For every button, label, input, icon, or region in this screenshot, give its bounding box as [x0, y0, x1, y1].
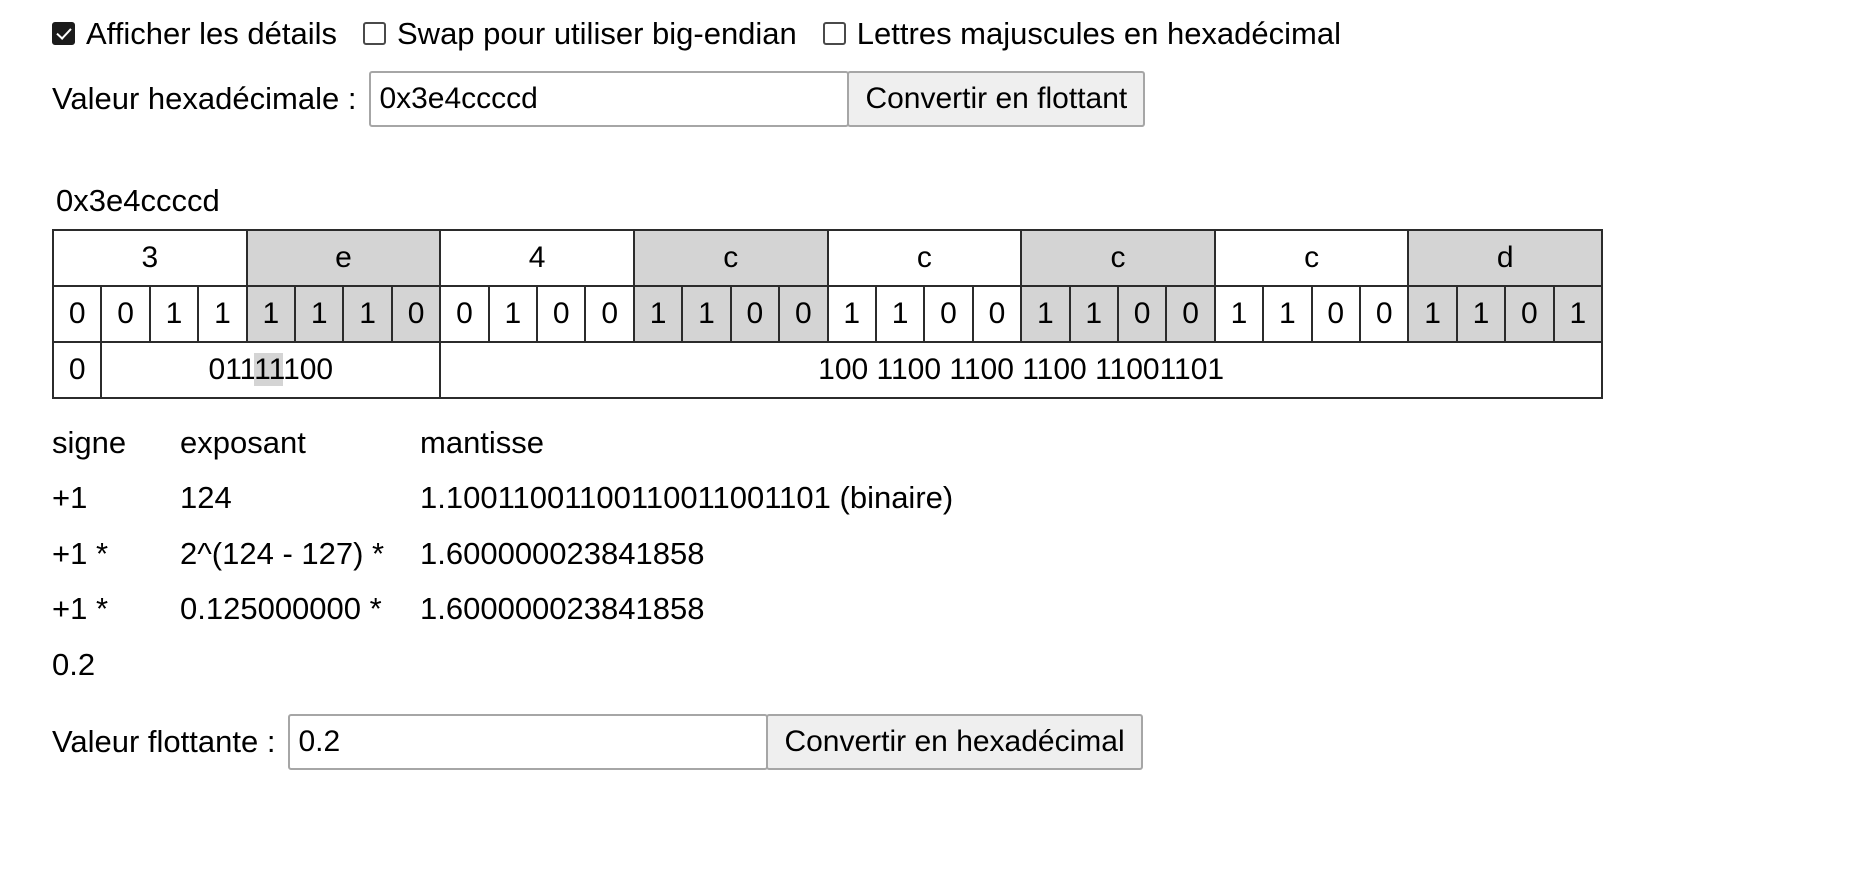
field-row	[53, 342, 1602, 398]
mantissa-field-cell: 100 1100 1100 1100 11001101	[440, 342, 1602, 398]
exponent-value-2: 2^(124 - 127) *	[180, 535, 385, 571]
exponent-prefix: 011	[208, 353, 255, 386]
convert-to-float-button[interactable]: Convertir en flottant	[847, 71, 1145, 127]
bit-row	[53, 286, 1602, 342]
bit-cell: 0	[392, 286, 440, 342]
float-input[interactable]	[288, 714, 768, 770]
uppercase-hex-label: Lettres majuscules en hexadécimal	[856, 16, 1341, 51]
exponent-value-1: 124	[180, 480, 232, 516]
bit-cell: 1	[1554, 286, 1602, 342]
bit-breakdown-table	[52, 229, 1603, 399]
nibble-cell: 3	[53, 230, 247, 286]
mantissa-value-1: 1.10011001100110011001101 (binaire)	[420, 480, 954, 516]
exponent-field-cell	[101, 342, 440, 398]
sign-value-2: +1 *	[52, 535, 109, 571]
bit-cell: 1	[1263, 286, 1311, 342]
sign-field-cell: 0	[53, 342, 101, 398]
bit-cell: 0	[440, 286, 488, 342]
swap-endian-checkbox[interactable]	[363, 22, 386, 45]
hex-input-label: Valeur hexadécimale :	[52, 81, 357, 116]
nibble-cell: d	[1408, 230, 1602, 286]
nibble-cell: c	[1021, 230, 1215, 286]
bit-cell: 0	[585, 286, 633, 342]
bit-cell: 1	[247, 286, 295, 342]
explanation-result-row	[52, 637, 1862, 692]
nibble-row	[53, 230, 1602, 286]
bit-cell: 0	[1312, 286, 1360, 342]
bit-cell: 1	[198, 286, 246, 342]
float-field-row	[52, 714, 1862, 770]
show-details-checkbox[interactable]	[52, 22, 75, 45]
exponent-value-3: 0.125000000 *	[180, 591, 382, 627]
bit-cell: 1	[1408, 286, 1456, 342]
mantissa-value-2: 1.600000023841858	[420, 535, 705, 571]
bit-cell: 0	[973, 286, 1021, 342]
bit-cell: 1	[1070, 286, 1118, 342]
mantissa-header: mantisse	[420, 425, 545, 460]
hex-display-title: 0x3e4ccccd	[56, 183, 220, 218]
show-details-label: Afficher les détails	[86, 16, 337, 51]
bit-cell: 0	[1166, 286, 1214, 342]
bit-cell: 1	[343, 286, 391, 342]
sign-value-1: +1	[52, 480, 88, 516]
bit-cell: 1	[876, 286, 924, 342]
bit-cell: 1	[150, 286, 198, 342]
float-input-label: Valeur flottante :	[52, 724, 276, 760]
nibble-cell: 4	[440, 230, 634, 286]
bit-cell: 1	[828, 286, 876, 342]
explanation-header-row	[52, 415, 1862, 470]
sign-header: signe	[52, 425, 127, 460]
options-row	[52, 18, 1862, 49]
sign-value-3: +1 *	[52, 591, 109, 627]
convert-to-hex-button[interactable]: Convertir en hexadécimal	[766, 714, 1142, 770]
bit-cell: 0	[1505, 286, 1553, 342]
bit-cell: 1	[489, 286, 537, 342]
exponent-header: exposant	[180, 425, 306, 460]
bit-cell: 0	[1118, 286, 1166, 342]
bit-cell: 0	[53, 286, 101, 342]
hex-input[interactable]	[369, 71, 849, 127]
bit-cell: 0	[1360, 286, 1408, 342]
bit-cell: 1	[634, 286, 682, 342]
bit-cell: 0	[731, 286, 779, 342]
bit-cell: 1	[295, 286, 343, 342]
bit-cell: 1	[1215, 286, 1263, 342]
mantissa-value-3: 1.600000023841858	[420, 591, 705, 627]
explanation-block	[52, 415, 1862, 692]
bit-cell: 1	[1021, 286, 1069, 342]
bit-cell: 0	[537, 286, 585, 342]
explanation-row-3	[52, 581, 1862, 636]
option-uppercase-hex[interactable]	[823, 18, 1341, 49]
hex-field-row	[52, 71, 1862, 127]
bit-cell: 0	[101, 286, 149, 342]
explanation-row-1	[52, 470, 1862, 525]
swap-endian-label: Swap pour utiliser big-endian	[397, 16, 797, 51]
exponent-highlight: 11	[254, 353, 284, 386]
bit-cell: 0	[779, 286, 827, 342]
option-swap-endian[interactable]	[363, 18, 797, 49]
explanation-row-2	[52, 526, 1862, 581]
exponent-suffix: 100	[283, 353, 334, 386]
result-value: 0.2	[52, 646, 96, 682]
option-show-details[interactable]	[52, 18, 337, 49]
nibble-cell: c	[634, 230, 828, 286]
uppercase-hex-checkbox[interactable]	[823, 22, 846, 45]
nibble-cell: e	[247, 230, 441, 286]
nibble-cell: c	[1215, 230, 1409, 286]
bit-cell: 0	[924, 286, 972, 342]
bit-cell: 1	[682, 286, 730, 342]
bit-cell: 1	[1457, 286, 1505, 342]
nibble-cell: c	[828, 230, 1022, 286]
